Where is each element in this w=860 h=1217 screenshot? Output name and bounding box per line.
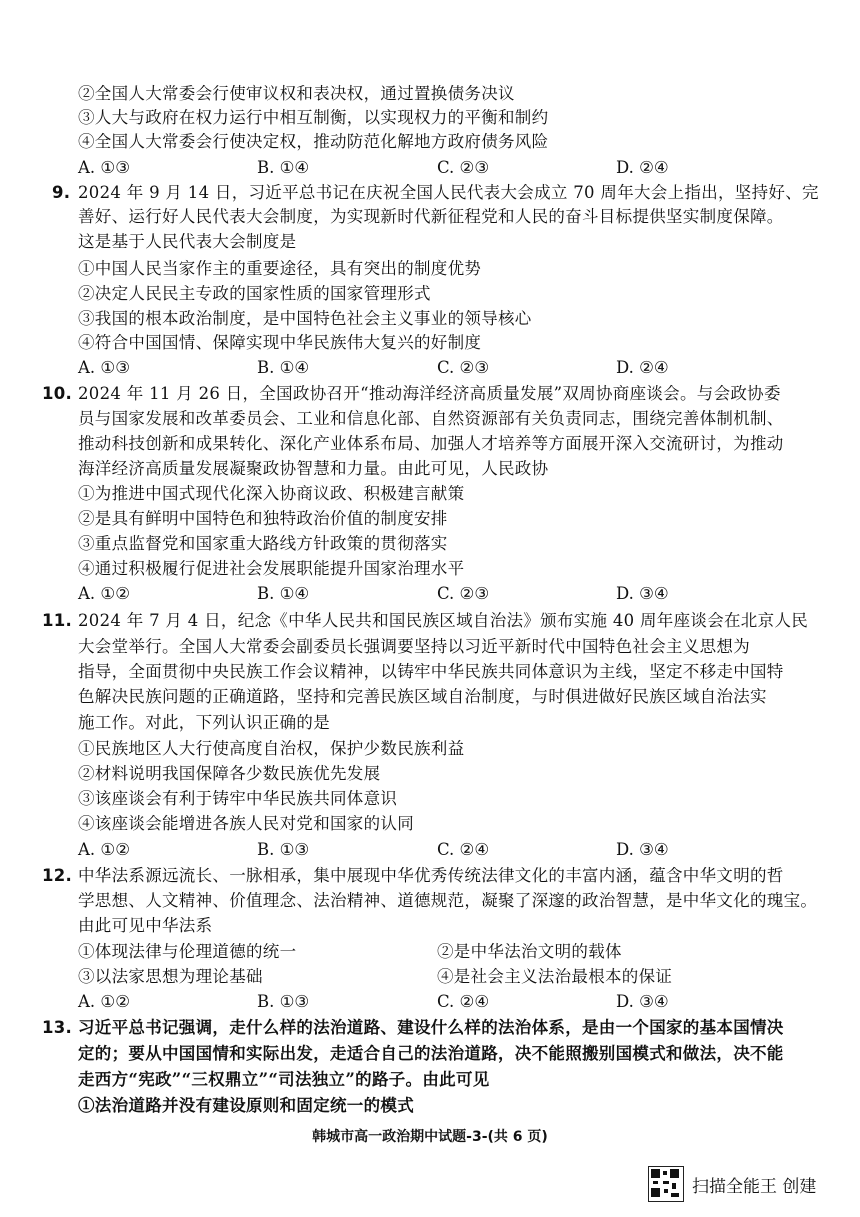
q11-choice-d: D. ③④ [616,840,669,859]
q8-option-4: ④全国人大常委会行使决定权，推动防范化解地方政府债务风险 [78,132,549,151]
q12-choice-c: C. ②④ [437,992,490,1011]
q8-choice-c: C. ②③ [437,158,490,177]
q13-stem-line-3: 走西方“宪政”“三权鼎立”“司法独立”的路子。由此可见 [78,1070,490,1089]
q11-option-4: ④该座谈会能增进各族人民对党和国家的认同 [78,814,414,833]
scanner-watermark [648,1166,816,1202]
q13-stem-line-1: 习近平总书记强调，走什么样的法治道路、建设什么样的法治体系，是由一个国家的基本国情决 [78,1018,784,1037]
q8-choice-b: B. ①④ [257,158,310,177]
q13-number: 13. [42,1018,73,1037]
q8-answer-choices [0,157,860,179]
q9-choice-a: A. ①③ [78,358,130,377]
q8-choice-d: D. ②④ [616,158,669,177]
q12-choice-b: B. ①③ [257,992,310,1011]
q9-option-1: ①中国人民当家作主的重要途径，具有突出的制度优势 [78,259,482,278]
q9-stem-line-2: 善好、运行好人民代表大会制度，为实现新时代新征程党和人民的奋斗目标提供坚实制度保障。 [78,207,784,226]
scanner-brand-text: 扫描全能王 创建 [692,1176,817,1197]
q11-option-2: ②材料说明我国保障各少数民族优先发展 [78,764,381,783]
q11-stem-line-1: 2024 年 7 月 4 日，纪念《中华人民共和国民族区域自治法》颁布实施 40 周年座谈会在北京人民 [78,611,808,630]
q11-choice-a: A. ①② [78,840,130,859]
q10-stem-line-3: 推动科技创新和成果转化、深化产业体系布局、加强人才培养等方面展开深入交流研讨，为推动 [78,434,784,453]
q12-stem-line-2: 学思想、人文精神、价值理念、法治精神、道德规范，凝聚了深邃的政治智慧，是中华文化的瑰宝。 [78,891,818,910]
q11-choice-c: C. ②④ [437,840,490,859]
q9-option-3: ③我国的根本政治制度，是中国特色社会主义事业的领导核心 [78,309,532,328]
q9-choice-d: D. ②④ [616,358,669,377]
q12-choice-d: D. ③④ [616,992,669,1011]
q9-number: 9. [52,183,71,202]
q10-option-2: ②是具有鲜明中国特色和独特政治价值的制度安排 [78,509,448,528]
q10-choice-c: C. ②③ [437,584,490,603]
qr-code-icon [648,1166,684,1202]
q12-stem-line-3: 由此可见中华法系 [78,916,213,935]
q12-choice-a: A. ①② [78,992,130,1011]
q10-stem-line-2: 员与国家发展和改革委员会、工业和信息化部、自然资源部有关负责同志，围绕完善体制机制、 [78,409,784,428]
q10-option-3: ③重点监督党和国家重大路线方针政策的贯彻落实 [78,534,448,553]
q9-stem-line-3: 这是基于人民代表大会制度是 [78,232,297,251]
q12-option-4: ④是社会主义法治最根本的保证 [437,967,673,986]
q12-answer-choices [0,991,860,1013]
q8-option-2: ②全国人大常委会行使审议权和表决权，通过置换债务决议 [78,84,515,103]
q11-stem-line-3: 指导，全面贯彻中央民族工作会议精神，以铸牢中华民族共同体意识为主线，坚定不移走中国特 [78,662,784,681]
q10-stem-line-1: 2024 年 11 月 26 日，全国政协召开“推动海洋经济高质量发展”双周协商座谈会。与会政协委 [78,384,781,403]
q10-option-1: ①为推进中国式现代化深入协商议政、积极建言献策 [78,484,465,503]
q10-stem-line-4: 海洋经济高质量发展凝聚政协智慧和力量。由此可见，人民政协 [78,459,549,478]
q11-option-3: ③该座谈会有利于铸牢中华民族共同体意识 [78,789,398,808]
q9-stem-line-1: 2024 年 9 月 14 日，习近平总书记在庆祝全国人民代表大会成立 70 周年大会上指出，坚持好、完 [78,183,819,202]
q10-option-4: ④通过积极履行促进社会发展职能提升国家治理水平 [78,559,465,578]
q9-option-4: ④符合中国国情、保障实现中华民族伟大复兴的好制度 [78,333,482,352]
q9-answer-choices [0,357,860,379]
q8-option-3: ③人大与政府在权力运行中相互制衡，以实现权力的平衡和制约 [78,108,549,127]
q10-choice-a: A. ①② [78,584,130,603]
q11-stem-line-4: 色解决民族问题的正确道路，坚持和完善民族区域自治制度，与时俱进做好民族区域自治法实 [78,687,767,706]
q11-option-1: ①民族地区人大行使高度自治权，保护少数民族利益 [78,739,465,758]
q12-option-1: ①体现法律与伦理道德的统一 [78,942,297,961]
q10-number: 10. [42,384,73,403]
q12-stem-line-1: 中华法系源远流长、一脉相承，集中展现中华优秀传统法律文化的丰富内涵，蕴含中华文明的哲 [78,866,784,885]
q13-stem-line-2: 定的；要从中国国情和实际出发，走适合自己的法治道路，决不能照搬别国模式和做法，决不能 [78,1044,784,1063]
q10-choice-d: D. ③④ [616,584,669,603]
q12-number: 12. [42,866,73,885]
q11-stem-line-2: 大会堂举行。全国人大常委会副委员长强调要坚持以习近平新时代中国特色社会主义思想为 [78,637,750,656]
q11-answer-choices [0,839,860,861]
q10-answer-choices [0,583,860,605]
q11-stem-line-5: 施工作。对此，下列认识正确的是 [78,713,330,732]
q10-choice-b: B. ①④ [257,584,310,603]
q9-choice-c: C. ②③ [437,358,490,377]
q11-choice-b: B. ①③ [257,840,310,859]
page-footer: 韩城市高一政治期中试题-3-(共 6 页) [312,1129,548,1145]
q12-option-2: ②是中华法治文明的载体 [437,942,622,961]
q9-choice-b: B. ①④ [257,358,310,377]
q13-option-1: ①法治道路并没有建设原则和固定统一的模式 [78,1096,414,1115]
q9-option-2: ②决定人民民主专政的国家性质的国家管理形式 [78,284,431,303]
q8-choice-a: A. ①③ [78,158,130,177]
q11-number: 11. [42,611,73,630]
q12-option-3: ③以法家思想为理论基础 [78,967,263,986]
